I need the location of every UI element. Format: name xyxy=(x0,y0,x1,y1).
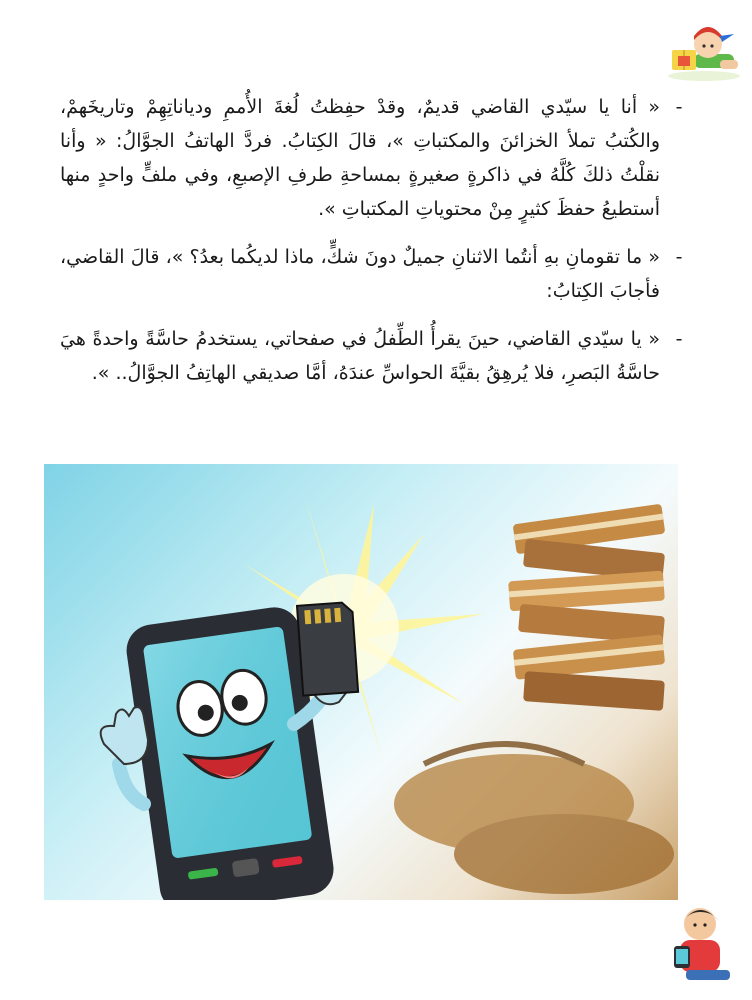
paragraph-2 xyxy=(60,240,690,308)
child-holding-phone-icon xyxy=(666,900,742,984)
child-reading-book-icon xyxy=(664,20,742,84)
paragraph-text: « أنا يا سيّدي القاضي قديمٌ، وقدْ حفِظتُ لُغةَ الأُممِ ودياناتِهِمْ وتاريخَهمْ، والكُتبُ تملأ الخزائنَ والمكتباتِ »، قالَ الكِتابُ. فردَّ الهاتفُ الجوَّالُ: « وأنا نقلْتُ ذلكَ كُلَّهُ في ذاكرةٍ صغيرةٍ بمساحةِ طرفِ الإصبعِ، وفي ملفٍّ واحدٍ منها أستطيعُ حفظَ كثيرٍ مِنْ محتوياتِ المكتباتِ ». xyxy=(60,96,660,220)
paragraph-1 xyxy=(60,90,690,226)
bullet-dash: - xyxy=(675,328,683,350)
paragraph-text: « ما تقومانِ بهِ أنتُما الاثنانِ جميلٌ دونَ شكٍّ، ماذا لديكُما بعدُ؟ »، قالَ القاضي، فأجابَ الكِتابُ: xyxy=(60,246,660,302)
bullet-dash: - xyxy=(675,96,683,118)
paragraph-text: « يا سيّدي القاضي، حينَ يقرأُ الطِّفلُ في صفحاتي، يستخدمُ حاسَّةً واحدةً هيَ حاسَّةُ البَصرِ، فلا يُرهِقُ بقيَّةَ الحواسِّ عندَهُ، أمَّا صديقي الهاتِفُ الجوَّالُ.. ». xyxy=(60,328,660,384)
bullet-dash: - xyxy=(675,246,683,268)
memory-card-icon xyxy=(297,602,358,696)
books-stack-icon xyxy=(508,504,665,711)
waving-hand-icon xyxy=(101,707,148,804)
story-text xyxy=(60,90,690,404)
old-scrolls-icon xyxy=(394,744,674,894)
paragraph-3 xyxy=(60,322,690,390)
illustration-drawing xyxy=(44,464,678,900)
illustration-phone-and-books xyxy=(44,464,678,900)
